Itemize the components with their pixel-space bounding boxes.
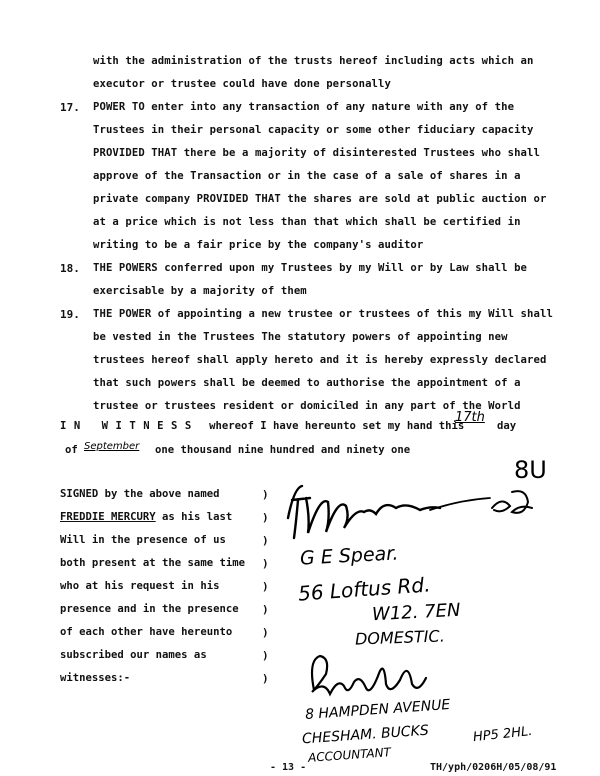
day-label: day [497,420,517,432]
date-text: one thousand nine hundred and ninety one [155,444,411,456]
attestation-line-7: of each other have hereunto [60,626,233,638]
witness1-address-line2: W12. 7EN [371,599,461,626]
witness1-name: G E Spear. [299,542,399,570]
handwritten-day: 17th [455,410,485,425]
testator-name: FREDDIE MERCURY [60,511,156,523]
attestation-line-1: SIGNED by the above named [60,488,220,500]
attestation-line-3: Will in the presence of us [60,534,226,546]
witness1-occupation: DOMESTIC. [354,626,446,649]
clause-17-number: 17. [60,101,80,114]
continuation-line-2: executor or trustee could have done personally [93,78,391,90]
bracket: ) [262,488,269,501]
witness2-address-line1: 8 HAMPDEN AVENUE [304,696,451,724]
document-reference: TH/yph/0206H/05/08/91 [430,762,557,773]
clause-17-line-5: private company PROVIDED THAT the shares are sold at public auction or [93,193,547,205]
clause-19-line-4: that such powers shall be deemed to authorise the appointment of a [93,377,521,389]
bracket: ) [262,534,269,547]
attestation-line-5: who at his request in his [60,580,220,592]
clause-17-line-4: approve of the Transaction or in the case of a sale of shares in a [93,170,521,182]
witness2-address-line2: CHESHAM. BUCKS [301,722,430,748]
clause-17-line-2: Trustees in their personal capacity or some other fiduciary capacity [93,124,534,136]
witness2-occupation: ACCOUNTANT [307,745,392,765]
clause-19-line-3: trustees hereof shall apply hereto and it is hereby expressly declared [93,354,547,366]
clause-19-number: 19. [60,308,80,321]
in-witness-label: IN WITNESS [60,420,199,432]
clause-19-line-2: be vested in the Trustees The statutory powers of appointing new [93,331,508,343]
testator-signature [280,478,560,548]
clause-19-line-1: THE POWER of appointing a new trustee or trustees of this my Will shall [93,308,553,320]
clause-17-line-7: writing to be a fair price by the company's auditor [93,239,424,251]
attestation-line-8: subscribed our names as [60,649,207,661]
in-witness-line [60,420,464,432]
bracket: ) [262,626,269,639]
bracket: ) [262,511,269,524]
clause-18-number: 18. [60,262,80,275]
clause-18-line-1: THE POWERS conferred upon my Trustees by my Will or by Law shall be [93,262,528,274]
attestation-line-9: witnesses:- [60,672,131,684]
clause-17-line-3: PROVIDED THAT there be a majority of disinterested Trustees who shall [93,147,540,159]
bracket: ) [262,557,269,570]
handwritten-month: September [84,441,140,452]
clause-17-line-1: POWER TO enter into any transaction of any nature with any of the [93,101,515,113]
bracket: ) [262,603,269,616]
bracket: ) [262,580,269,593]
page-number: - 13 - [270,762,307,773]
clause-17-line-6: at a price which is not less than that which shall be certified in [93,216,521,228]
handwritten-initials: 8U [514,456,547,484]
witness1-address-line1: 56 Loftus Rd. [297,572,432,606]
bracket: ) [262,672,269,685]
attestation-line-4: both present at the same time [60,557,245,569]
attestation-line-6: presence and in the presence [60,603,239,615]
attestation-line-2: FREDDIE MERCURY as his last [60,511,233,523]
witness2-postcode: HP5 2HL. [472,723,534,746]
of-label: of [65,444,78,456]
bracket: ) [262,649,269,662]
clause-18-line-2: exercisable by a majority of them [93,285,307,297]
continuation-line-1: with the administration of the trusts hereof including acts which an [93,55,534,67]
in-witness-text: whereof I have hereunto set my hand this [209,420,465,432]
clause-19-line-5: trustee or trustees resident or domiciled in any part of the World [93,400,521,412]
